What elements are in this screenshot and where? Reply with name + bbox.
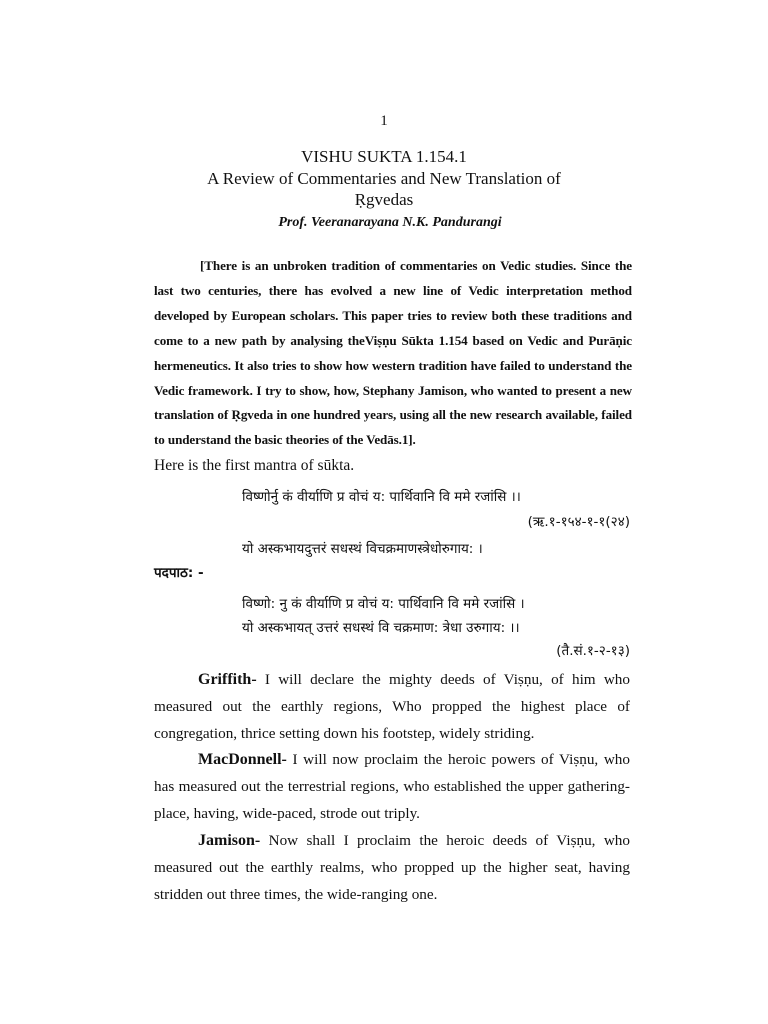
padapatha-label: पदपाठ: -: [154, 565, 204, 581]
translation-jamison: [154, 827, 630, 908]
padapatha-line-2: यो अस्कभायत् उत्तरं सधस्थं वि चक्रमाण: त्रेधा उरुगाय: ।।: [242, 620, 520, 636]
page-number: 1: [380, 113, 388, 129]
translation-griffith: [154, 666, 630, 747]
intro-line: Here is the first mantra of sūkta.: [154, 457, 355, 474]
abstract-paragraph: [There is an unbroken tradition of commentaries on Vedic studies. Since the last two centuries, there has evolved a new line of Vedic interpretation method developed by European scholars. This paper tries to review both these traditions and come to a new path by analysing theViṣṇu Sūkta 1.154 based on Vedic and Purāṇic hermeneutics. It also tries to show how western tradition have failed to understand the Vedic framework. I try to show, how, Stephany Jamison, who wanted to present a new translation of Ṛgveda in one hundred years, using all the new research available, failed to understand the basic theories of the Vedās.1].: [154, 258, 632, 448]
padapatha-reference: (तै.सं.१-२-१३): [556, 643, 630, 659]
translator-name: MacDonnell-: [198, 751, 287, 768]
author-name: Prof. Veeranarayana N.K. Pandurangi: [278, 215, 502, 230]
paper-subtitle-line1: A Review of Commentaries and New Translation of: [207, 169, 561, 188]
title-block: [0, 146, 768, 210]
translator-name: Jamison-: [198, 832, 261, 849]
mantra-reference: (ऋ.१-१५४-१-१(२४): [527, 514, 630, 530]
translation-text: I will now proclaim the heroic powers of Viṣṇu, who has measured out the terrestrial regions, who established the upper gathering-place, having, wide-paced, strode out triply.: [154, 751, 630, 822]
translation-macdonnell: [154, 746, 630, 827]
mantra-line-1: विष्णोर्नु कं वीर्याणि प्र वोचं य: पार्थिवानि वि ममे रजांसि ।।: [242, 489, 521, 505]
translator-name: Griffith-: [198, 671, 257, 688]
translation-text: I will declare the mighty deeds of Viṣṇu, of him who measured out the earthly regions, Who propped the highest place of congregation, thrice setting down his footstep, widely striding.: [154, 671, 630, 742]
mantra-line-2: यो अस्कभायदुत्तरं सधस्थं विचक्रमाणस्त्रेधोरुगाय: ।: [242, 541, 483, 557]
padapatha-line-1: विष्णो: नु कं वीर्याणि प्र वोचं य: पार्थिवानि वि ममे रजांसि ।: [242, 596, 525, 612]
paper-subtitle-line2: Ṛgvedas: [354, 190, 414, 209]
paper-title: VISHU SUKTA 1.154.1: [301, 147, 467, 166]
translation-text: Now shall I proclaim the heroic deeds of Viṣṇu, who measured out the earthly realms, who propped up the higher seat, having stridden out three times, the wide-ranging one.: [154, 832, 630, 903]
